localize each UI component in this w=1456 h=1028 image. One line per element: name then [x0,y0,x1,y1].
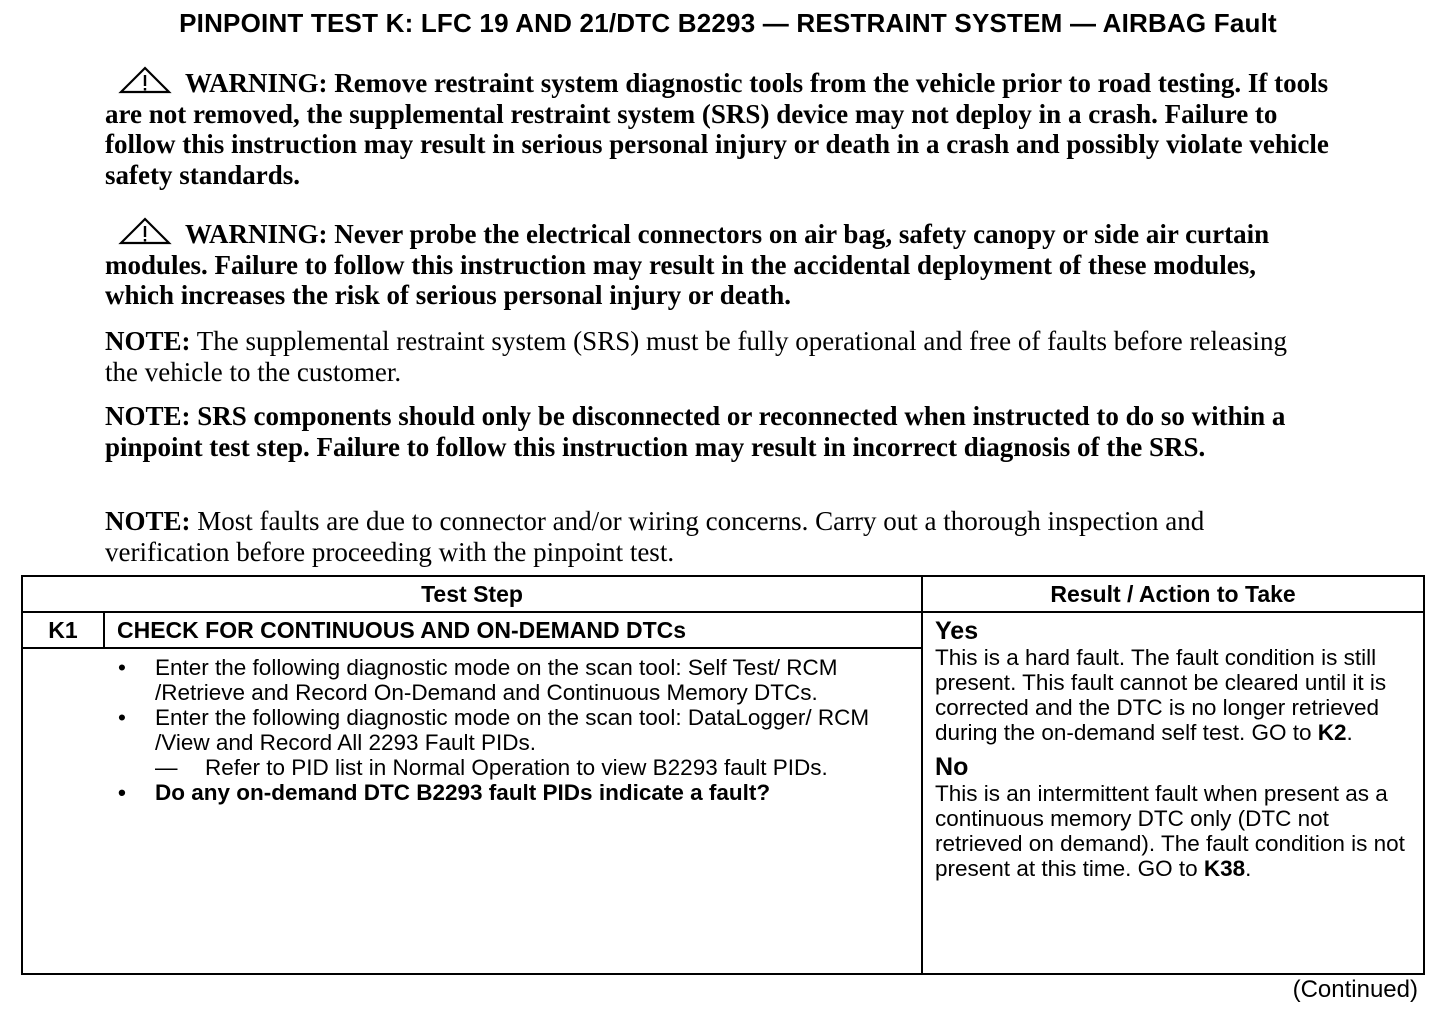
result-no-label: No [935,753,969,781]
page-title: PINPOINT TEST K: LFC 19 AND 21/DTC B2293 — RESTRAINT SYSTEM — AIRBAG Fault [179,8,1277,38]
bullet-icon: • [118,705,126,730]
step-item-1: Enter the following diagnostic mode on the scan tool: Self Test/ RCM /Retrieve and Record On-Demand and Continuous Memory DTCs. [155,655,838,705]
header-test-step: Test Step [22,576,922,612]
result-cell [922,612,1424,974]
result-yes-text: This is a hard fault. The fault condition is still present. This fault cannot be cleared until it is corrected and the DTC is no longer retrieved during the on-demand self test. GO to [935,645,1387,745]
list-item [23,780,921,805]
header-result: Result / Action to Take [922,576,1424,612]
table-header-row [22,576,1424,612]
step-item-2: Enter the following diagnostic mode on the scan tool: DataLogger/ RCM /View and Record All 2293 Fault PIDs. [155,705,870,755]
warning-triangle-icon [117,217,173,245]
warning-2-text: Never probe the electrical connectors on air bag, safety canopy or side air curtain modules. Failure to follow this instruction may result in the accidental deployment of these modules, which increases the risk of serious personal injury or death. [105,219,1270,310]
step-title: CHECK FOR CONTINUOUS AND ON-DEMAND DTCs [104,612,922,648]
warning-1-label: WARNING: [185,68,328,98]
step-body [22,648,922,974]
sub-item [155,755,911,780]
step-id: K1 [22,612,104,648]
result-no-period: . [1245,856,1252,881]
note-2-text: SRS components should only be disconnected or reconnected when instructed to do so within a pinpoint test step. Failure to follow this instruction may result in incorrect diagnosis of the SRS. [105,401,1286,462]
note-1 [105,326,1305,387]
continued-label: (Continued) [1292,976,1418,1003]
list-item [23,655,921,705]
step-title-row [22,612,1424,648]
result-yes-period: . [1346,720,1353,745]
note-1-label: NOTE: [105,326,191,356]
list-item [23,705,921,780]
step-question: Do any on-demand DTC B2293 fault PIDs indicate a fault? [155,780,771,805]
note-3-label: NOTE: [105,506,191,536]
result-no-goto: K38 [1203,856,1246,881]
note-3-text: Most faults are due to connector and/or wiring concerns. Carry out a thorough inspection and verification before proceeding with the pinpoint test. [105,506,1205,567]
warning-2-label: WARNING: [185,219,328,249]
warning-2 [105,217,1330,311]
result-yes-label: Yes [935,617,979,645]
result-no-text: This is an intermittent fault when present as a continuous memory DTC only (DTC not retrieved on demand). The fault condition is not present at this time. GO to [935,781,1405,881]
result-yes-goto: K2 [1317,720,1347,745]
note-2 [105,401,1330,462]
note-2-label: NOTE: [105,401,191,431]
pinpoint-test-table [21,575,1425,975]
sub-item-text: Refer to PID list in Normal Operation to view B2293 fault PIDs. [205,755,828,780]
warning-triangle-icon [117,66,173,94]
warning-1-text: Remove restraint system diagnostic tools from the vehicle prior to road testing. If tools are not removed, the supplemental restraint system (SRS) device may not deploy in a crash. Failure to follow this instruction may result in serious personal injury or death in a crash and possibly violate vehicle safety standards. [105,68,1329,190]
bullet-icon: • [118,655,126,680]
step-instructions [23,655,921,805]
bullet-icon: • [118,780,126,805]
note-1-text: The supplemental restraint system (SRS) must be fully operational and free of faults before releasing the vehicle to the customer. [105,326,1287,387]
dash-icon: — [155,755,178,780]
note-3 [105,506,1235,567]
warning-1 [105,66,1330,190]
